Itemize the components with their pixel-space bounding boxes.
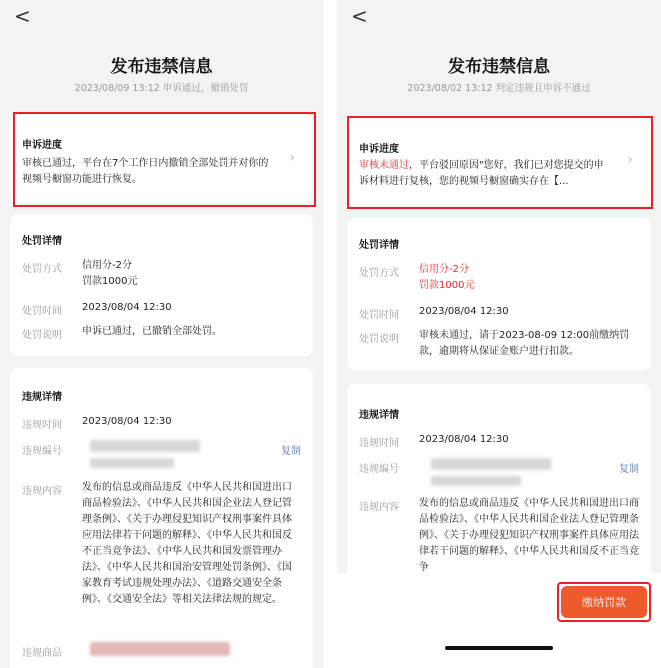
violation-details-title: 违规详情	[359, 410, 399, 421]
back-arrow-icon[interactable]: <	[351, 4, 368, 28]
penalty-method-line1: 信用分-2分	[419, 264, 469, 275]
home-indicator[interactable]	[445, 646, 553, 650]
violation-time-label: 违规时间	[22, 420, 62, 431]
violation-details-card	[347, 384, 651, 584]
violation-id-redacted-line2	[90, 458, 174, 468]
violation-content-label: 违规内容	[359, 502, 399, 513]
violation-id-label: 违规编号	[22, 446, 62, 457]
penalty-method-line2: 罚款1000元	[82, 276, 138, 287]
penalty-method-label: 处罚方式	[359, 268, 399, 279]
copy-button[interactable]: 复制	[281, 446, 301, 457]
penalty-note-value: 审核未通过，请于2023-08-09 12:00前缴纳罚款，逾期将从保证金账户进行扣款。	[419, 330, 630, 357]
violation-content-value: 发布的信息或商品违反《中华人民共和国进出口商品检验法》、《中华人民共和国企业法人登记管理条例》、《关于办理侵犯知识产权刑事案件具体应用法律若干问题的解释》、《中华人民共和国反不正当竞争	[419, 498, 639, 573]
penalty-method-line2: 罚款1000元	[419, 280, 475, 291]
highlight-box	[13, 112, 316, 207]
page-subtitle: 2023/08/09 13:12 申诉通过，撤销处罚	[74, 83, 249, 94]
appeal-progress-text: 审核已通过，平台在7个工作日内撤销全部处罚并对你的视频号橱窗功能进行恢复。	[22, 158, 269, 185]
violation-goods-image	[90, 642, 230, 656]
penalty-note-label: 处罚说明	[22, 330, 62, 341]
chevron-right-icon: ›	[627, 152, 633, 168]
violation-time-label: 违规时间	[359, 438, 399, 449]
penalty-method-line1: 信用分-2分	[82, 260, 132, 271]
violation-content-label: 违规内容	[22, 486, 62, 497]
appeal-progress-title: 申诉进度	[22, 140, 62, 151]
penalty-details-title: 处罚详情	[22, 236, 62, 247]
violation-id-redacted-line2	[431, 476, 521, 486]
penalty-details-title: 处罚详情	[359, 240, 399, 251]
page-title: 发布违禁信息	[110, 57, 213, 77]
highlight-box	[347, 116, 653, 209]
penalty-time-value: 2023/08/04 12:30	[82, 302, 172, 313]
page-title: 发布违禁信息	[448, 57, 550, 77]
penalty-method-label: 处罚方式	[22, 264, 62, 275]
penalty-note-value: 申诉已通过，已撤销全部处罚。	[82, 326, 222, 337]
penalty-note-label: 处罚说明	[359, 334, 399, 345]
pay-fine-button[interactable]: 缴纳罚款	[561, 586, 647, 618]
back-arrow-icon[interactable]: <	[14, 4, 31, 28]
penalty-time-value: 2023/08/04 12:30	[419, 306, 509, 317]
page-subtitle: 2023/08/02 13:12 判定违规且申诉不通过	[407, 83, 591, 94]
violation-details-title: 违规详情	[22, 392, 62, 403]
bottom-action-bar	[337, 573, 661, 668]
penalty-time-label: 处罚时间	[359, 310, 399, 321]
violation-id-label: 违规编号	[359, 464, 399, 475]
penalty-time-label: 处罚时间	[22, 306, 62, 317]
appeal-status: 审核未通过	[359, 160, 409, 171]
appeal-reason: ，平台驳回原因"您好，我们已对您提交的申诉材料进行复核，您的视频号橱窗确实存在【...	[359, 160, 604, 187]
violation-time-value: 2023/08/04 12:30	[419, 434, 509, 445]
appeal-progress-title: 申诉进度	[359, 144, 399, 155]
pay-button-highlight	[557, 582, 651, 622]
copy-button[interactable]: 复制	[619, 464, 639, 475]
penalty-details-card	[10, 214, 313, 356]
right-screen	[337, 0, 661, 668]
violation-goods-label: 违规商品	[22, 648, 62, 659]
left-screen	[0, 0, 323, 668]
violation-details-card	[10, 368, 313, 668]
penalty-details-card	[347, 218, 651, 370]
violation-id-redacted	[90, 440, 200, 452]
violation-id-redacted	[431, 458, 551, 470]
chevron-right-icon: ›	[289, 150, 295, 166]
violation-content-value: 发布的信息或商品违反《中华人民共和国进出口商品检验法》、《中华人民共和国企业法人登记管理条例》、《关于办理侵犯知识产权刑事案件具体应用法律若干问题的解释》、《中华人民共和国反不正当竞争法》、《中华人民共和国发票管理办法》、《中华人民共和国治安管理处罚条例》、《国家教育考试违规处理办法》、《道路交通安全条例》、《交通安全法》等相关法律法规的规定。	[82, 482, 292, 605]
violation-time-value: 2023/08/04 12:30	[82, 416, 172, 427]
